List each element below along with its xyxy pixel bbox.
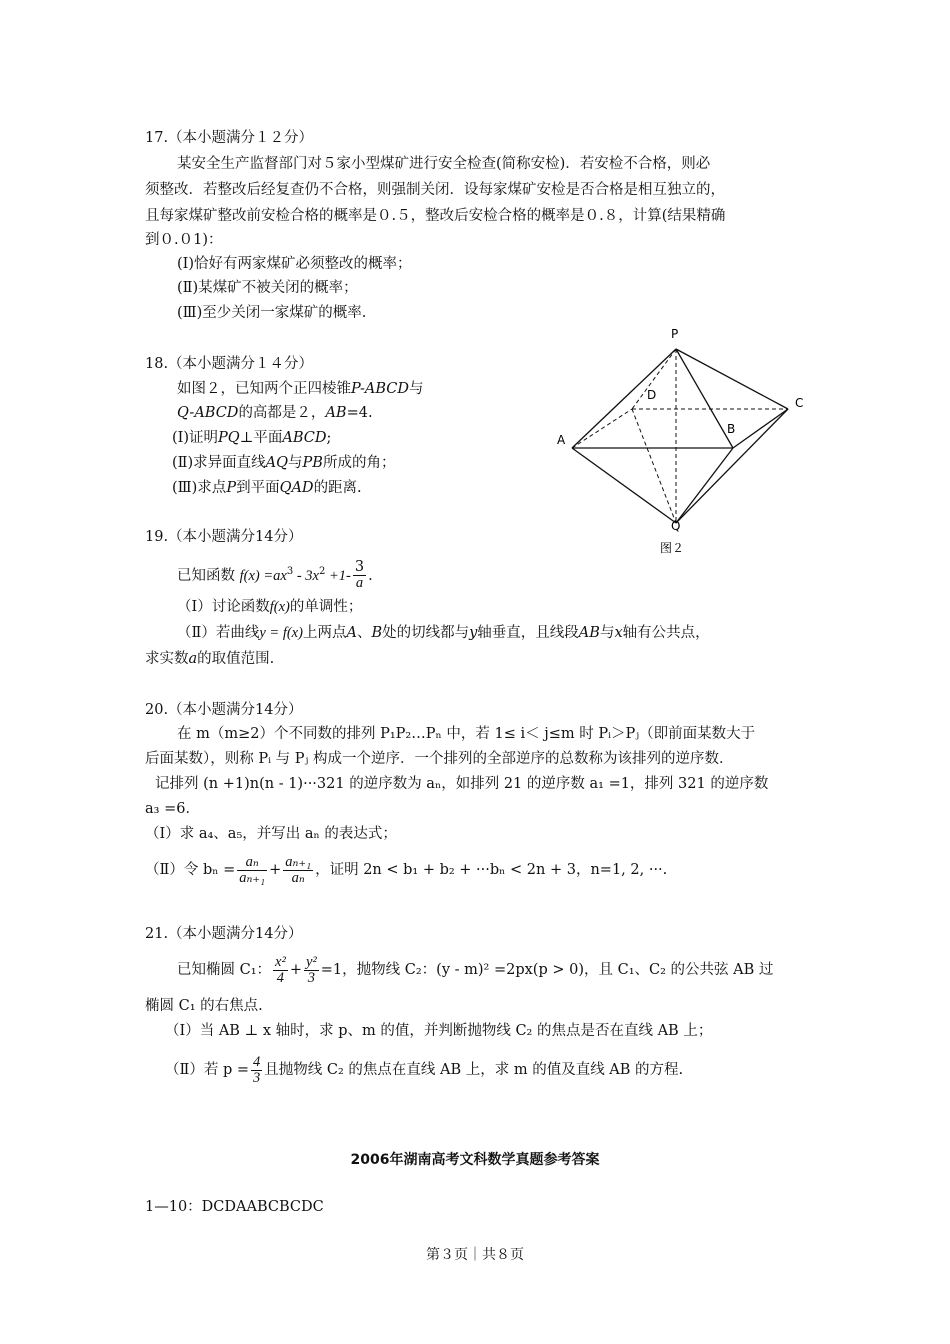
q20-subquestion-1: （Ⅰ）求 a₄、a₅，并写出 aₙ 的表达式； <box>145 826 397 842</box>
q17-subquestion-3: (Ⅲ)至少关闭一家煤矿的概率. <box>177 305 367 321</box>
edge-BC <box>733 409 788 448</box>
q21-paragraph-line: 椭圆 C₁ 的右焦点. <box>145 998 263 1014</box>
q20-paragraph-line: 在 m（m≥2）个不同数的排列 P₁P₂…Pₙ 中，若 1≤ i＜ j≤m 时 Pᵢ＞Pⱼ（即前面某数大于 <box>177 726 756 742</box>
q18-subquestion-1: (Ⅰ)证明PQ⊥平面ABCD; <box>172 430 332 446</box>
q18-subquestion-2: (Ⅱ)求异面直线AQ与PB所成的角； <box>172 455 396 471</box>
edge-AQ <box>572 448 676 523</box>
fraction: $\frac{4}{3}$ <box>253 1053 261 1086</box>
q21-subquestion-2: （Ⅱ）若 p = $\frac{4}{3}$ 且抛物线 C₂ 的焦点在直线 AB 上，求 m 的值及直线 AB 的方程. <box>165 1053 684 1086</box>
q17-paragraph-line: 须整改．若整改后经复查仍不合格，则强制关闭．设每家煤矿安检是否合格是相互独立的， <box>145 182 725 198</box>
q20-paragraph-line: a₃ =6． <box>145 801 200 817</box>
q18-header: 18.（本小题满分１４分） <box>145 356 314 372</box>
vertex-label-D: D <box>647 388 657 402</box>
q20-paragraph-line: 后面某数），则称 Pᵢ 与 Pⱼ 构成一个逆序．一个排列的全部逆序的总数称为该排列的逆序数． <box>145 751 734 767</box>
edge-AD <box>572 409 632 448</box>
edge-DQ <box>632 409 676 523</box>
q18-paragraph-line: Q-ABCD的高都是２，AB=4. <box>177 405 373 421</box>
vertex-label-P: P <box>671 327 679 341</box>
vertex-label-B: B <box>727 422 736 436</box>
edge-BQ <box>676 448 733 523</box>
q17-subquestion-1: (Ⅰ)恰好有两家煤矿必须整改的概率； <box>177 256 412 272</box>
page-footer: 第３页｜共８页 <box>426 1247 524 1263</box>
answers-title: 2006年湖南高考文科数学真题参考答案 <box>350 1152 600 1168</box>
q17-header: 17.（本小题满分１２分） <box>145 130 314 146</box>
vertex-label-Q: Q <box>671 519 681 533</box>
edge-PA <box>572 349 676 448</box>
q17-paragraph-line: 到０.０1)： <box>145 232 223 248</box>
q18-paragraph-line: 如图２，已知两个正四棱锥P-ABCD与 <box>177 381 424 397</box>
fraction: $\frac{\text{x²}}{4}$ <box>275 953 286 986</box>
vertex-label-C: C <box>795 396 804 410</box>
q20-header: 20.（本小题满分14分） <box>145 702 303 718</box>
fraction: $\frac{3}{a}$ <box>354 559 365 592</box>
q17-subquestion-2: (Ⅱ)某煤矿不被关闭的概率； <box>177 280 358 296</box>
figure-caption: 图２ <box>660 541 685 555</box>
q21-paragraph-line: 已知椭圆 C₁： $\frac{\text{x²}}{4}$ + $\frac{\text{y²}}{3}$ =1，抛物线 C₂：(y - m)² =2px(p > 0)，且 C₁、C₂ 的公共弦 AB 过 <box>177 953 774 986</box>
vertex-label-A: A <box>557 433 566 447</box>
fraction: $\frac{\text{aₙ₊₁}}{\text{aₙ}}$ <box>285 853 312 886</box>
q19-subquestion-1: （Ⅰ）讨论函数f(x)的单调性； <box>177 599 363 615</box>
pyramid-figure <box>540 320 830 560</box>
q19-function-line: 已知函数 $f(x) =ax^3 - 3x^2 +1-$ $\frac{3}{a}$ . <box>177 559 373 592</box>
q20-paragraph-line: 记排列 (n +1)n(n - 1)···321 的逆序数为 aₙ，如排列 21 的逆序数 a₁ =1，排列 321 的逆序数 <box>155 776 769 792</box>
q20-subquestion-2: （Ⅱ）令 bₙ = $\frac{\text{aₙ}}{\text{aₙ₊₁}}$ + $\frac{\text{aₙ₊₁}}{\text{aₙ}}$ ，证明 2n < b₁ + b₂ + ···bₙ < 2n + 3，n=1, 2, ···. <box>145 853 668 886</box>
answers-line: 1—10：DCDAABCBCDC <box>145 1199 324 1215</box>
fraction: $\frac{\text{aₙ}}{\text{aₙ₊₁}}$ <box>239 853 266 886</box>
q21-subquestion-1: （Ⅰ）当 AB ⊥ x 轴时，求 p、m 的值，并判断抛物线 C₂ 的焦点是否在直线 AB 上； <box>165 1023 713 1039</box>
q19-subquestion-2-cont: 求实数a的取值范围. <box>145 651 275 667</box>
q21-header: 21.（本小题满分14分） <box>145 926 303 942</box>
q18-subquestion-3: (Ⅲ)求点P到平面QAD的距离. <box>172 480 362 496</box>
q17-paragraph-line: 且每家煤矿整改前安检合格的概率是０.５，整改后安检合格的概率是０.８，计算(结果精确 <box>145 208 726 224</box>
q19-header: 19.（本小题满分14分） <box>145 529 303 545</box>
q19-subquestion-2: （Ⅱ）若曲线y = f(x)上两点A、B处的切线都与y轴垂直，且线段AB与x轴有公共点， <box>177 625 710 641</box>
q17-paragraph-line: 某安全生产监督部门对５家小型煤矿进行安全检查(简称安检)．若安检不合格，则必 <box>177 156 711 172</box>
fraction: $\frac{\text{y²}}{3}$ <box>305 953 317 986</box>
